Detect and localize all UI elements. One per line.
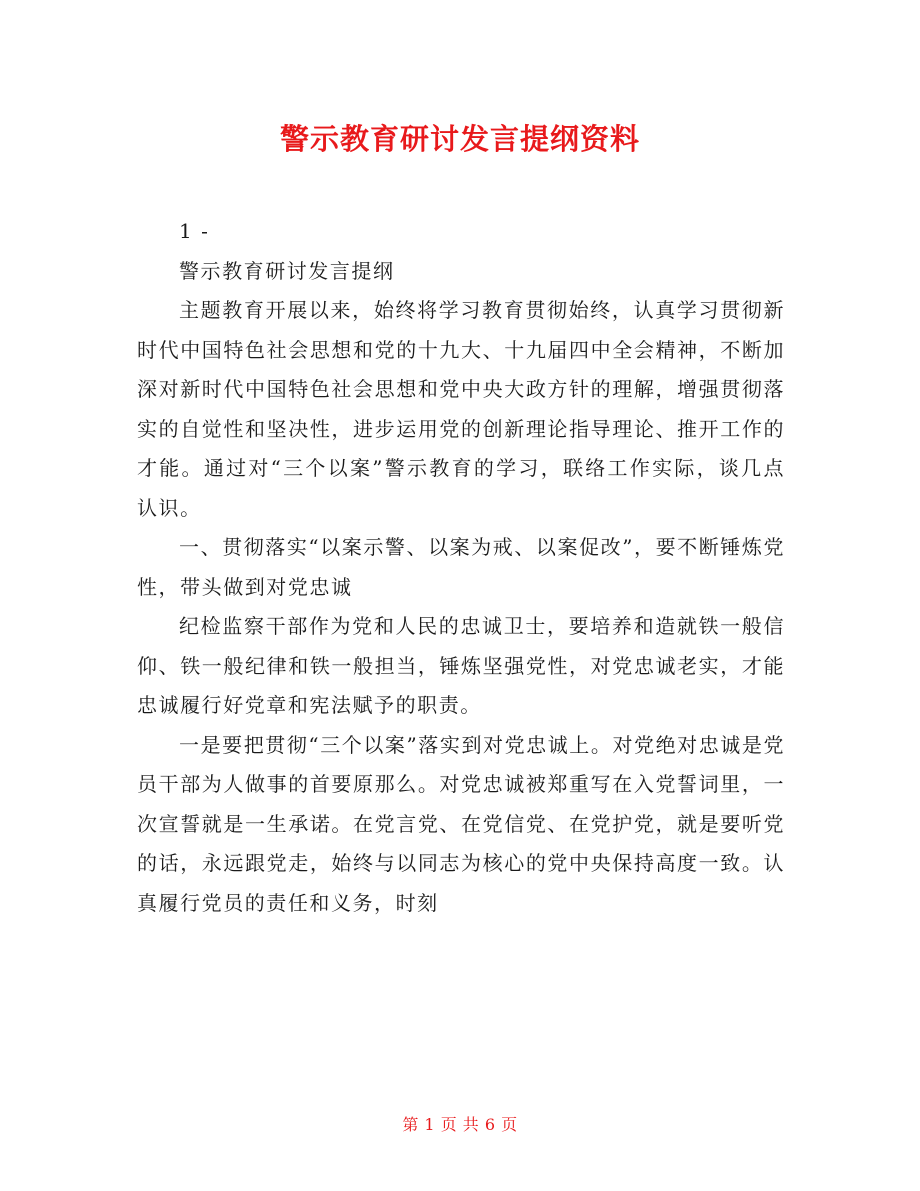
intro-paragraph: 主题教育开展以来，始终将学习教育贯彻始终，认真学习贯彻新时代中国特色社会思想和党的十九大、十九届四中全会精神，不断加深对新时代中国特色社会思想和党中央大政方针的理解，增强贯彻落实的自觉性和坚决性，进步运用党的创新理论指导理论、推开工作的才能。通过对“三个以案”警示教育的学习，联络工作实际，谈几点认识。 xyxy=(137,298,785,520)
page-number-marker: 1 - xyxy=(179,219,210,243)
document-body xyxy=(137,212,785,923)
page-title: 警示教育研讨发言提纲资料 xyxy=(279,122,640,156)
subtitle-paragraph: 警示教育研讨发言提纲 xyxy=(179,258,395,283)
section-heading-1: 一、贯彻落实“以案示警、以案为戒、以案促改”，要不断锤炼党性，带头做到对党忠诚 xyxy=(137,535,785,599)
body-paragraph: 一是要把贯彻“三个以案”落实到对党忠诚上。对党绝对忠诚是党员干部为人做事的首要原那么。对党忠诚被郑重写在入党誓词里，一次宣誓就是一生承诺。在党言党、在党信党、在党护党，就是要听党的话，永远跟党走，始终与以同志为核心的党中央保持高度一致。认真履行党员的责任和义务，时刻 xyxy=(137,732,785,915)
body-paragraph: 纪检监察干部作为党和人民的忠诚卫士，要培养和造就铁一般信仰、铁一般纪律和铁一般担当，锤炼坚强党性，对党忠诚老实，才能忠诚履行好党章和宪法赋予的职责。 xyxy=(137,614,785,717)
page-footer: 第 1 页 共 6 页 xyxy=(402,1115,518,1134)
